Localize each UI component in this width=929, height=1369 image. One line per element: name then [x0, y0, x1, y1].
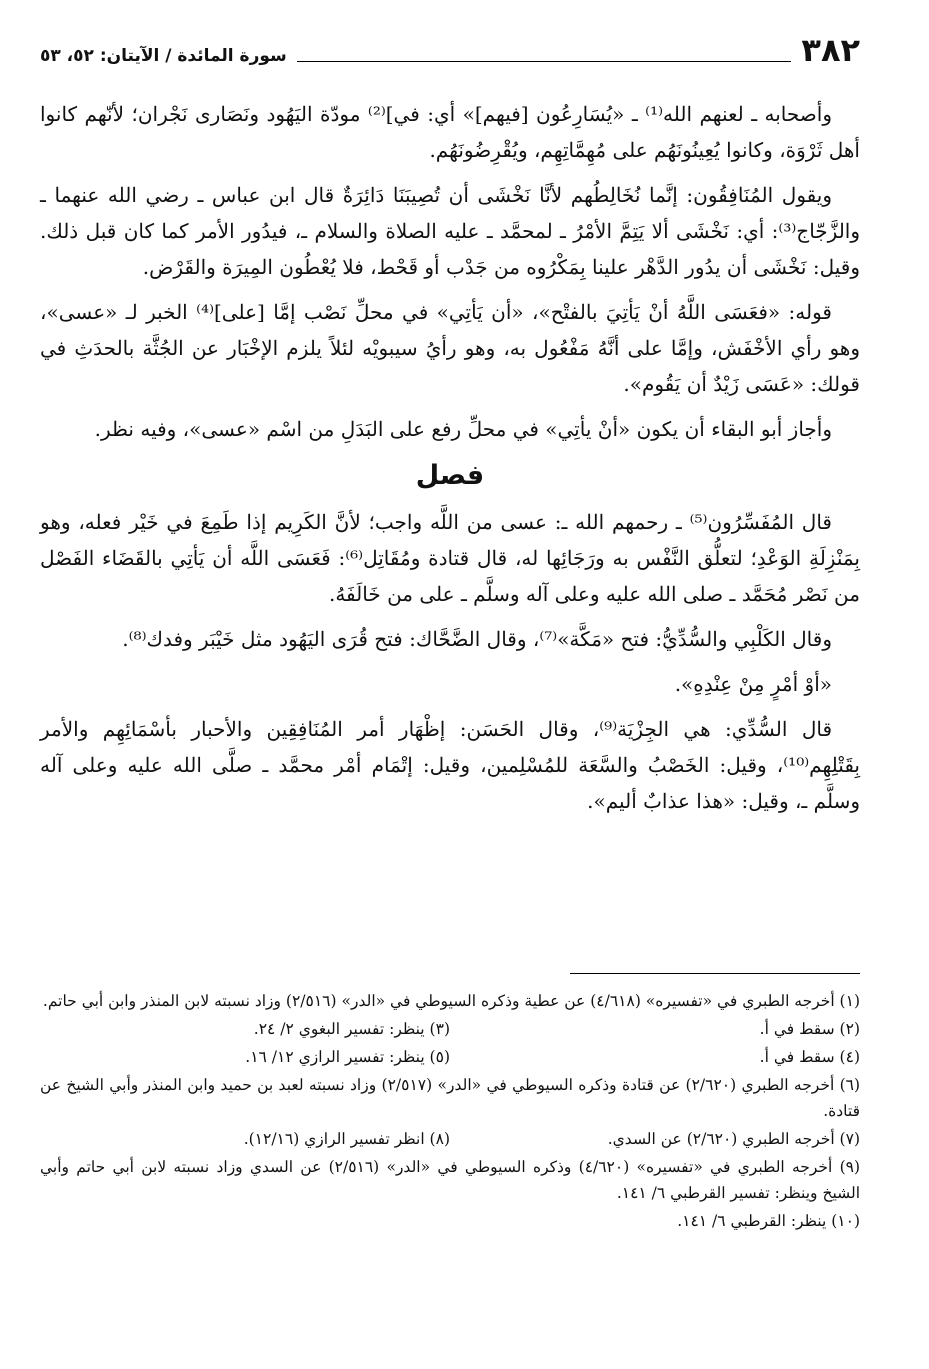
paragraph: ويقول المُنَافِقُون: إنَّما نُخَالِطُهم لأنَّا نَخْشَى أن تُصِيبَنَا دَائِرَةٌ قال ابن عباس ـ رضي الله عنهما ـ والزَّجّاج⁽³⁾: أي: نَخْشَى ألا يَتِمَّ الأمْرُ ـ لمحمَّد ـ عليه الصلاة والسلام ـ، فيدُور الأمر كما كان قبل ذلك. وقيل: نَخْشَى أن يدُور الدَّهْر علينا بِمَكْرُوه من جَدْب أو قَحْط، فلا يُعْطُون المِيرَة والقَرْض.: [40, 183, 860, 279]
footnote-row: [40, 1044, 860, 1070]
footnote-1: (١) أخرجه الطبري في «تفسيره» (٤/٦١٨) عن عطية وذكره السيوطي في «الدر» (٢/٥١٦) وزاد نسبته لابن المنذر وابن أبي حاتم.: [42, 992, 860, 1010]
footnote-10: (١٠) ينظر: القرطبي ٦/ ١٤١.: [677, 1212, 860, 1230]
footnote-2: (٢) سقط في أ.: [759, 1020, 860, 1038]
paragraph: وأصحابه ـ لعنهم الله⁽¹⁾ ـ «يُسَارِعُون [فيهم]» أي: في]⁽²⁾ مودّة اليَهُود ونَصَارى نَجْران؛ لأنّهم كانوا أهل ثَرْوَة، وكانوا يُعِينُونَهُم على مُهِمَّاتِهِم، ويُقْرِضُونَهُم.: [40, 102, 860, 162]
section-heading: فصل: [415, 460, 485, 491]
header-rule: [297, 61, 792, 62]
footnote-7: (٧) أخرجه الطبري (٢/٦٢٠) عن السدي.: [607, 1130, 860, 1148]
footnote-row: [40, 1016, 860, 1042]
footnote-separator: [570, 973, 860, 974]
paragraph: وقال الكَلْبِي والسُّدِّيُّ: فتح «مَكَّة»⁽⁷⁾، وقال الضَّحَّاك: فتح قُرَى اليَهُود مثل خَيْبَر وفدك⁽⁸⁾.: [122, 627, 832, 651]
paragraph: قال السُّدِّي: هي الجِزْيَة⁽⁹⁾، وقال الحَسَن: إظْهَار أمر المُنَافِقِين والأحبار بأسْمَائِهِم والأمر بِقَتْلِهِم⁽¹⁰⁾، وقيل: الخَصْبُ والسَّعَة للمُسْلِمين، وقيل: إتْمَام أمْر محمَّد ـ صلَّى الله عليه وعلى آله وسلَّم ـ، وقيل: «هذا عذابٌ أليم».: [40, 717, 860, 813]
paragraph: قال المُفَسِّرُون⁽⁵⁾ ـ رحمهم الله ـ: عسى من اللَّه واجب؛ لأنَّ الكَرِيم إذا طَمِعَ في خَيْر فعله، وهو بِمَنْزِلَةِ الوَعْدِ؛ لتعلُّق النَّفْس به ورَجَائِها له، قال قتادة ومُقَاتِل⁽⁶⁾: فَعَسَى اللَّه أن يَأتِي بالقَضَاء الفَصْل من نَصْر مُحَمَّد ـ صلى الله عليه وعلى آله وسلَّم ـ على من خَالَفَهُ.: [40, 510, 861, 606]
paragraph: قوله: «فعَسَى اللَّهُ أنْ يَأتِيَ بالفتْح»، «أن يَأتِي» في محلِّ نَصْب إمَّا [على]⁽⁴⁾ الخبر لـ «عسى»، وهو رأي الأخْفَش، وإمَّا على أنَّهُ مَفْعُول به، وهو رأيُ سيبويْه لئلاً يلزم الإخْبَار عن الجُثَّة بالحدَثِ في قولك: «عَسَى زَيْدٌ أن يَقُوم».: [40, 300, 860, 396]
main-text: [40, 96, 860, 828]
page-header: [40, 28, 860, 68]
paragraph: وأجاز أبو البقاء أن يكون «أنْ يأتِي» في محلِّ رفع على البَدَلِ من اسْم «عسى»، وفيه نظر.: [94, 417, 832, 441]
footnote-4: (٤) سقط في أ.: [759, 1048, 860, 1066]
footnotes: [40, 988, 860, 1236]
footnote-row: [40, 1126, 860, 1152]
footnote-8: (٨) انظر تفسير الرازي (١٢/١٦).: [243, 1130, 450, 1148]
footnote-9: (٩) أخرجه الطبري في «تفسيره» (٤/٦٢٠) وذكره السيوطي في «الدر» (٢/٥١٦) عن السدي وزاد نسبته لابن أبي حاتم وأبي الشيخ وينظر: تفسير القرطبي ٦/ ١٤١.: [40, 1158, 861, 1202]
footnote-3: (٣) ينظر: تفسير البغوي ٢/ ٢٤.: [253, 1020, 450, 1038]
quoted-verse: «أوْ أمْرٍ مِنْ عِنْدِهِ».: [674, 672, 832, 696]
footnote-5: (٥) ينظر: تفسير الرازي ١٢/ ١٦.: [245, 1048, 450, 1066]
page-number: ٣٨٢: [801, 31, 860, 69]
footnote-6: (٦) أخرجه الطبري (٢/٦٢٠) عن قتادة وذكره السيوطي في «الدر» (٢/٥١٧) وزاد نسبته لعبد بن حميد وابن المنذر وأبي الشيخ عن قتادة.: [40, 1076, 861, 1120]
running-title: سورة المائدة / الآيتان: ٥٢، ٥٣: [40, 46, 287, 66]
book-page: [40, 28, 860, 1338]
